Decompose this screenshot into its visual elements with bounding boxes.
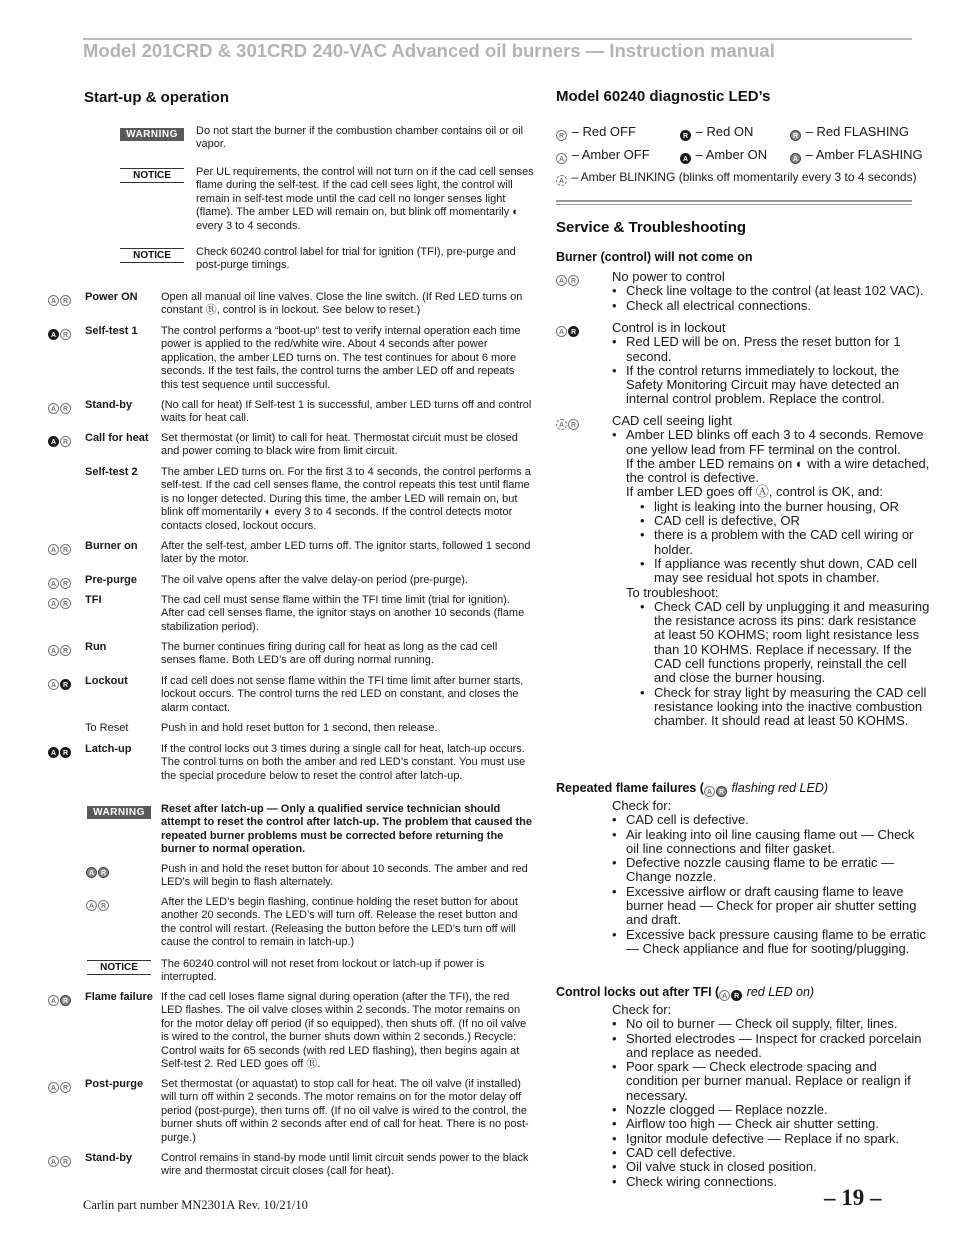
step-text: The control performs a “boot-up” test to verify internal operation each time power is applied to the red/white wire. About 4 seconds after power application, the amber LED turns on. The test continues for about 6 more seconds. If the test fails, the control turns the amber LED off and repeats this test sequence until successful. bbox=[161, 325, 521, 391]
amber-off-icon: A bbox=[48, 1082, 59, 1093]
list-item: • Check wiring connections. bbox=[612, 1175, 930, 1189]
red-off-icon: R bbox=[60, 1156, 71, 1167]
legend-amber-on: A – Amber ON bbox=[680, 147, 767, 164]
red-off-icon: R bbox=[60, 578, 71, 589]
amber-on-icon: A bbox=[48, 329, 59, 340]
warning-tag: WARNING bbox=[120, 128, 184, 141]
step-text: If the control locks out 3 times during a single call for heat, latch-up occurs. The control turns on both the amber and red LED’s constant. You must use the special procedure below to reset the control after latch-up. bbox=[161, 743, 526, 782]
red-on-icon: R bbox=[60, 679, 71, 690]
notice-tag: NOTICE bbox=[120, 248, 184, 263]
red-flashing-icon: R bbox=[60, 995, 71, 1006]
notice-text: The 60240 control will not reset from lockout or latch-up if power is interrupted. bbox=[161, 958, 485, 984]
amber-blinking-icon: A bbox=[556, 419, 567, 430]
amber-on-icon: A bbox=[48, 747, 59, 758]
subsection-heading: Control locks out after TFI ( A R red LED on) bbox=[556, 985, 815, 1000]
amber-off-icon: A bbox=[48, 1156, 59, 1167]
step-text: Set thermostat (or aquastat) to stop call for heat. The oil valve (if installed) will turn off within 2 seconds. The motor remains on for the motor delay off period (post-purge), then turns off. (If no oil valve is wired to the control, the burner shuts off within 2 seconds after end of call for heat. There is no post-purge.) bbox=[161, 1078, 529, 1144]
step-label: TFI bbox=[85, 594, 102, 606]
step-label: To Reset bbox=[85, 722, 129, 734]
cause-no-power bbox=[556, 270, 930, 313]
step-text: After the self-test, amber LED turns off. The ignitor starts, followed 1 second later by the motor. bbox=[161, 540, 531, 566]
section-divider bbox=[556, 200, 912, 202]
step-label: Burner on bbox=[85, 540, 138, 552]
list-item: • Check line voltage to the control (at least 102 VAC). bbox=[612, 284, 930, 298]
step-text: Push in and hold the reset button for about 10 seconds. The amber and red LED’s will begin to flash alternately. bbox=[161, 863, 528, 889]
section-divider bbox=[556, 204, 912, 205]
list-item: • Amber LED blinks off each 3 to 4 seconds. Remove one yellow lead from FF terminal on the control. bbox=[612, 428, 930, 457]
step-text: (No call for heat) If Self-test 1 is successful, amber LED turns off and control waits for heat call. bbox=[161, 399, 532, 425]
red-off-icon: R bbox=[60, 598, 71, 609]
paragraph: Check for: bbox=[612, 1002, 672, 1017]
amber-blinking-icon: A bbox=[556, 175, 567, 186]
step-text: If cad cell does not sense flame within the TFI time limit after burner starts, lockout occurs. The control turns the red LED on constant, and closes the alarm contact. bbox=[161, 675, 524, 714]
list-item: • Excessive airflow or draft causing flame to leave burner head — Check for proper air shutter setting and draft. bbox=[612, 885, 930, 928]
red-off-icon: R bbox=[60, 295, 71, 306]
step-label: Stand-by bbox=[85, 399, 133, 411]
step-label: Pre-purge bbox=[85, 574, 137, 586]
red-off-icon: R bbox=[568, 275, 579, 286]
step-label: Latch-up bbox=[85, 743, 132, 755]
service-heading: Service & Troubleshooting bbox=[556, 219, 747, 236]
legend-red-flashing: R – Red FLASHING bbox=[790, 124, 909, 141]
led-indicator bbox=[48, 541, 80, 555]
step-label: Flame failure bbox=[85, 991, 153, 1003]
amber-off-icon: A bbox=[48, 598, 59, 609]
step-label: Post-purge bbox=[85, 1078, 144, 1090]
list-item: • Ignitor module defective — Replace if no spark. bbox=[612, 1132, 930, 1146]
amber-off-icon: A bbox=[48, 679, 59, 690]
amber-off-icon: A bbox=[556, 326, 567, 337]
step-text: The cad cell must sense flame within the TFI time limit (trial for ignition). After cad cell senses flame, the ignitor stays on another 10 seconds (flame stabilization period). bbox=[161, 594, 525, 633]
amber-off-icon: A bbox=[48, 295, 59, 306]
subsection-heading: Repeated flame failures ( A R flashing red LED) bbox=[556, 781, 829, 796]
step-label: Call for heat bbox=[85, 432, 149, 444]
paragraph: To troubleshoot: bbox=[626, 584, 719, 600]
legend-red-off: R – Red OFF bbox=[556, 124, 636, 141]
step-label: Run bbox=[85, 641, 107, 653]
warning-text: Do not start the burner if the combustion chamber contains oil or oil vapor. bbox=[196, 125, 524, 151]
step-text: The amber LED turns on. For the first 3 to 4 seconds, the control performs a self-test. If the cad cell senses flame, the control repeats this test until flame is no longer detected. During this time, the amber LED will remain on, but blink off momentarily ◐ every 3 to 4 seconds. If the control detects motor contacts closed, lockout occurs. bbox=[161, 466, 531, 532]
step-text: Control remains in stand-by mode until limit circuit sends power to the black wire and thermostat circuit closes (call for heat). bbox=[161, 1152, 529, 1178]
amber-off-icon: A bbox=[86, 900, 97, 911]
led-indicator bbox=[556, 321, 580, 337]
step-label: Lockout bbox=[85, 675, 128, 687]
list-item: • Oil valve stuck in closed position. bbox=[612, 1160, 930, 1174]
led-indicator bbox=[48, 1079, 80, 1093]
control-locks-out bbox=[556, 1003, 930, 1189]
led-indicator bbox=[48, 642, 80, 656]
step-text: After the LED’s begin flashing, continue holding the reset button for about another 20 seconds. The LED’s will turn off. Release the reset button and the control will restart. (Releasing the button before the LED’s turn off will cause the control to remain in latch-up.) bbox=[161, 896, 518, 949]
list-item: • Poor spark — Check electrode spacing and condition per burner manual. Replace or realign if necessary. bbox=[612, 1060, 930, 1103]
list-item: • Red LED will be on. Press the reset button for 1 second. bbox=[612, 335, 930, 364]
list-item: • Shorted electrodes — Inspect for cracked porcelain and replace as needed. bbox=[612, 1032, 930, 1061]
step-label: Self-test 2 bbox=[85, 466, 138, 478]
list-item: • Check for stray light by measuring the CAD cell resistance looking into the inactive combustion chamber. It should read at least 50 KOHMS. bbox=[640, 686, 930, 729]
red-off-icon: R bbox=[60, 403, 71, 414]
red-flashing-icon: R bbox=[716, 786, 727, 797]
step-label: Power ON bbox=[85, 291, 138, 303]
step-text: The oil valve opens after the valve delay-on period (pre-purge). bbox=[161, 574, 468, 586]
led-indicator bbox=[556, 414, 580, 430]
legend-amber-off: A – Amber OFF bbox=[556, 147, 650, 164]
cause-title: CAD cell seeing light bbox=[612, 413, 732, 428]
list-item: • Defective nozzle causing flame to be erratic — Change nozzle. bbox=[612, 856, 930, 885]
amber-off-icon: A bbox=[48, 645, 59, 656]
legend-amber-flashing: A – Amber FLASHING bbox=[790, 147, 923, 164]
legend-red-on: R – Red ON bbox=[680, 124, 753, 141]
amber-off-icon: A bbox=[704, 786, 715, 797]
warning-tag: WARNING bbox=[87, 806, 151, 819]
step-text: If the cad cell loses flame signal during operation (after the TFI), the red LED flashes. The oil valve closes within 2 seconds. The motor remains on for the motor delay off period (if so equipped), then shuts off. (If no oil valve is wired to the control, the burner shuts down within 2 seconds.) Recycle: Control waits for 65 seconds (with red LED flashing), then begins again at Self-test 2. Red LED goes off Ⓡ. bbox=[161, 991, 527, 1071]
red-off-icon: R bbox=[60, 1082, 71, 1093]
step-label: Stand-by bbox=[85, 1152, 133, 1164]
manual-title: Model 201CRD & 301CRD 240-VAC Advanced oil burners — Instruction manual bbox=[83, 40, 775, 61]
list-item: • Check all electrical connections. bbox=[612, 299, 930, 313]
list-item: • CAD cell is defective. bbox=[612, 813, 930, 827]
subsection-heading: Burner (control) will not come on bbox=[556, 250, 753, 264]
led-indicator bbox=[48, 676, 80, 690]
amber-flashing-icon: A bbox=[790, 153, 801, 164]
diagnostic-heading: Model 60240 diagnostic LED’s bbox=[556, 88, 771, 105]
led-indicator bbox=[48, 992, 80, 1006]
amber-flashing-icon: A bbox=[86, 867, 97, 878]
led-indicator bbox=[48, 400, 80, 414]
cause-title: Control is in lockout bbox=[612, 320, 726, 335]
notice-tag: NOTICE bbox=[87, 960, 151, 975]
amber-off-icon: A bbox=[48, 578, 59, 589]
paragraph: Check for: bbox=[612, 798, 672, 813]
amber-on-icon: A bbox=[680, 153, 691, 164]
red-flashing-icon: R bbox=[790, 130, 801, 141]
page-number: – 19 – bbox=[824, 1185, 882, 1210]
list-item: • Check CAD cell by unplugging it and measuring the resistance across its pins: dark resistance at least 50 KOHMS; room light resistance less than 10 KOHMS. Replace if necessary. If the CAD cell functions properly, reinstall the cell and close the burner housing. bbox=[640, 600, 930, 686]
red-flashing-icon: R bbox=[98, 867, 109, 878]
cause-title: No power to control bbox=[612, 269, 725, 284]
led-indicator bbox=[48, 744, 80, 758]
red-off-icon: R bbox=[556, 130, 567, 141]
led-indicator bbox=[48, 595, 80, 609]
step-text: Push in and hold reset button for 1 second, then release. bbox=[161, 722, 438, 734]
list-item: • light is leaking into the burner housing, OR bbox=[640, 500, 930, 514]
red-on-icon: R bbox=[680, 130, 691, 141]
list-item: • CAD cell defective. bbox=[612, 1146, 930, 1160]
list-item: • there is a problem with the CAD cell wiring or holder. bbox=[640, 528, 930, 557]
paragraph: If amber LED goes off Ⓐ, control is OK, and: bbox=[626, 484, 883, 500]
warning-text: Reset after latch-up — Only a qualified service technician should attempt to reset the control after latch-up. The problem that caused the repeated burner problems must be corrected before returning the burner to normal operation. bbox=[161, 803, 532, 856]
amber-on-icon: A bbox=[48, 436, 59, 447]
red-off-icon: R bbox=[98, 900, 109, 911]
step-label: Self-test 1 bbox=[85, 325, 138, 337]
red-off-icon: R bbox=[60, 329, 71, 340]
led-indicator bbox=[48, 575, 80, 589]
led-indicator bbox=[556, 270, 580, 286]
red-off-icon: R bbox=[568, 419, 579, 430]
list-item: • If the control returns immediately to lockout, the Safety Monitoring Circuit may have detected an internal control problem. Replace the control. bbox=[612, 364, 930, 407]
red-off-icon: R bbox=[60, 544, 71, 555]
red-on-icon: R bbox=[731, 990, 742, 1001]
list-item: • Nozzle clogged — Replace nozzle. bbox=[612, 1103, 930, 1117]
notice-text: Per UL requirements, the control will not turn on if the cad cell senses flame during the self-test. If the cad cell sees light, the control will remain in self-test mode until the cad cell no longer senses light (flame). The amber LED will remain on, but blink off momentarily ◐ every 3 to 4 seconds. bbox=[196, 166, 534, 232]
cause-cad-light bbox=[556, 414, 930, 729]
led-indicator bbox=[48, 292, 80, 306]
list-item: • No oil to burner — Check oil supply, filter, lines. bbox=[612, 1017, 930, 1031]
step-text: Open all manual oil line valves. Close the line switch. (If Red LED turns on constant Ⓡ, control is in lockout. See below to reset.) bbox=[161, 291, 523, 317]
red-on-icon: R bbox=[60, 747, 71, 758]
startup-heading: Start-up & operation bbox=[84, 89, 229, 106]
amber-off-icon: A bbox=[48, 995, 59, 1006]
step-text: Set thermostat (or limit) to call for heat. Thermostat circuit must be closed and power coming to black wire from limit circuit. bbox=[161, 432, 518, 458]
red-off-icon: R bbox=[60, 645, 71, 656]
repeated-flame-failures bbox=[556, 799, 930, 956]
list-item: • Excessive back pressure causing flame to be erratic — Check appliance and flue for sooting/plugging. bbox=[612, 928, 930, 957]
amber-off-icon: A bbox=[556, 275, 567, 286]
paragraph: If the amber LED remains on ◐ with a wire detached, the control is defective. bbox=[626, 455, 930, 486]
led-indicator bbox=[86, 897, 118, 911]
list-item: • Airflow too high — Check air shutter setting. bbox=[612, 1117, 930, 1131]
amber-off-icon: A bbox=[556, 153, 567, 164]
part-number: Carlin part number MN2301A Rev. 10/21/10 bbox=[83, 1198, 308, 1212]
cause-lockout bbox=[556, 321, 930, 407]
led-indicator bbox=[48, 433, 80, 447]
led-indicator bbox=[86, 864, 118, 878]
amber-off-icon: A bbox=[48, 403, 59, 414]
led-indicator bbox=[48, 326, 80, 340]
led-indicator bbox=[48, 1153, 80, 1167]
amber-off-icon: A bbox=[719, 990, 730, 1001]
red-off-icon: R bbox=[60, 436, 71, 447]
step-text: The burner continues firing during call for heat as long as the cad cell senses flame. Both LED’s are off during normal running. bbox=[161, 641, 498, 667]
list-item: • CAD cell is defective, OR bbox=[640, 514, 930, 528]
red-on-icon: R bbox=[568, 326, 579, 337]
notice-tag: NOTICE bbox=[120, 168, 184, 183]
legend-amber-blinking: A – Amber BLINKING (blinks off momentarily every 3 to 4 seconds) bbox=[556, 170, 917, 186]
notice-text: Check 60240 control label for trial for ignition (TFI), pre-purge and post-purge timings. bbox=[196, 246, 516, 272]
list-item: • Air leaking into oil line causing flame out — Check oil line connections and filter gasket. bbox=[612, 828, 930, 857]
amber-off-icon: A bbox=[48, 544, 59, 555]
list-item: • If appliance was recently shut down, CAD cell may see residual hot spots in chamber. bbox=[640, 557, 930, 586]
